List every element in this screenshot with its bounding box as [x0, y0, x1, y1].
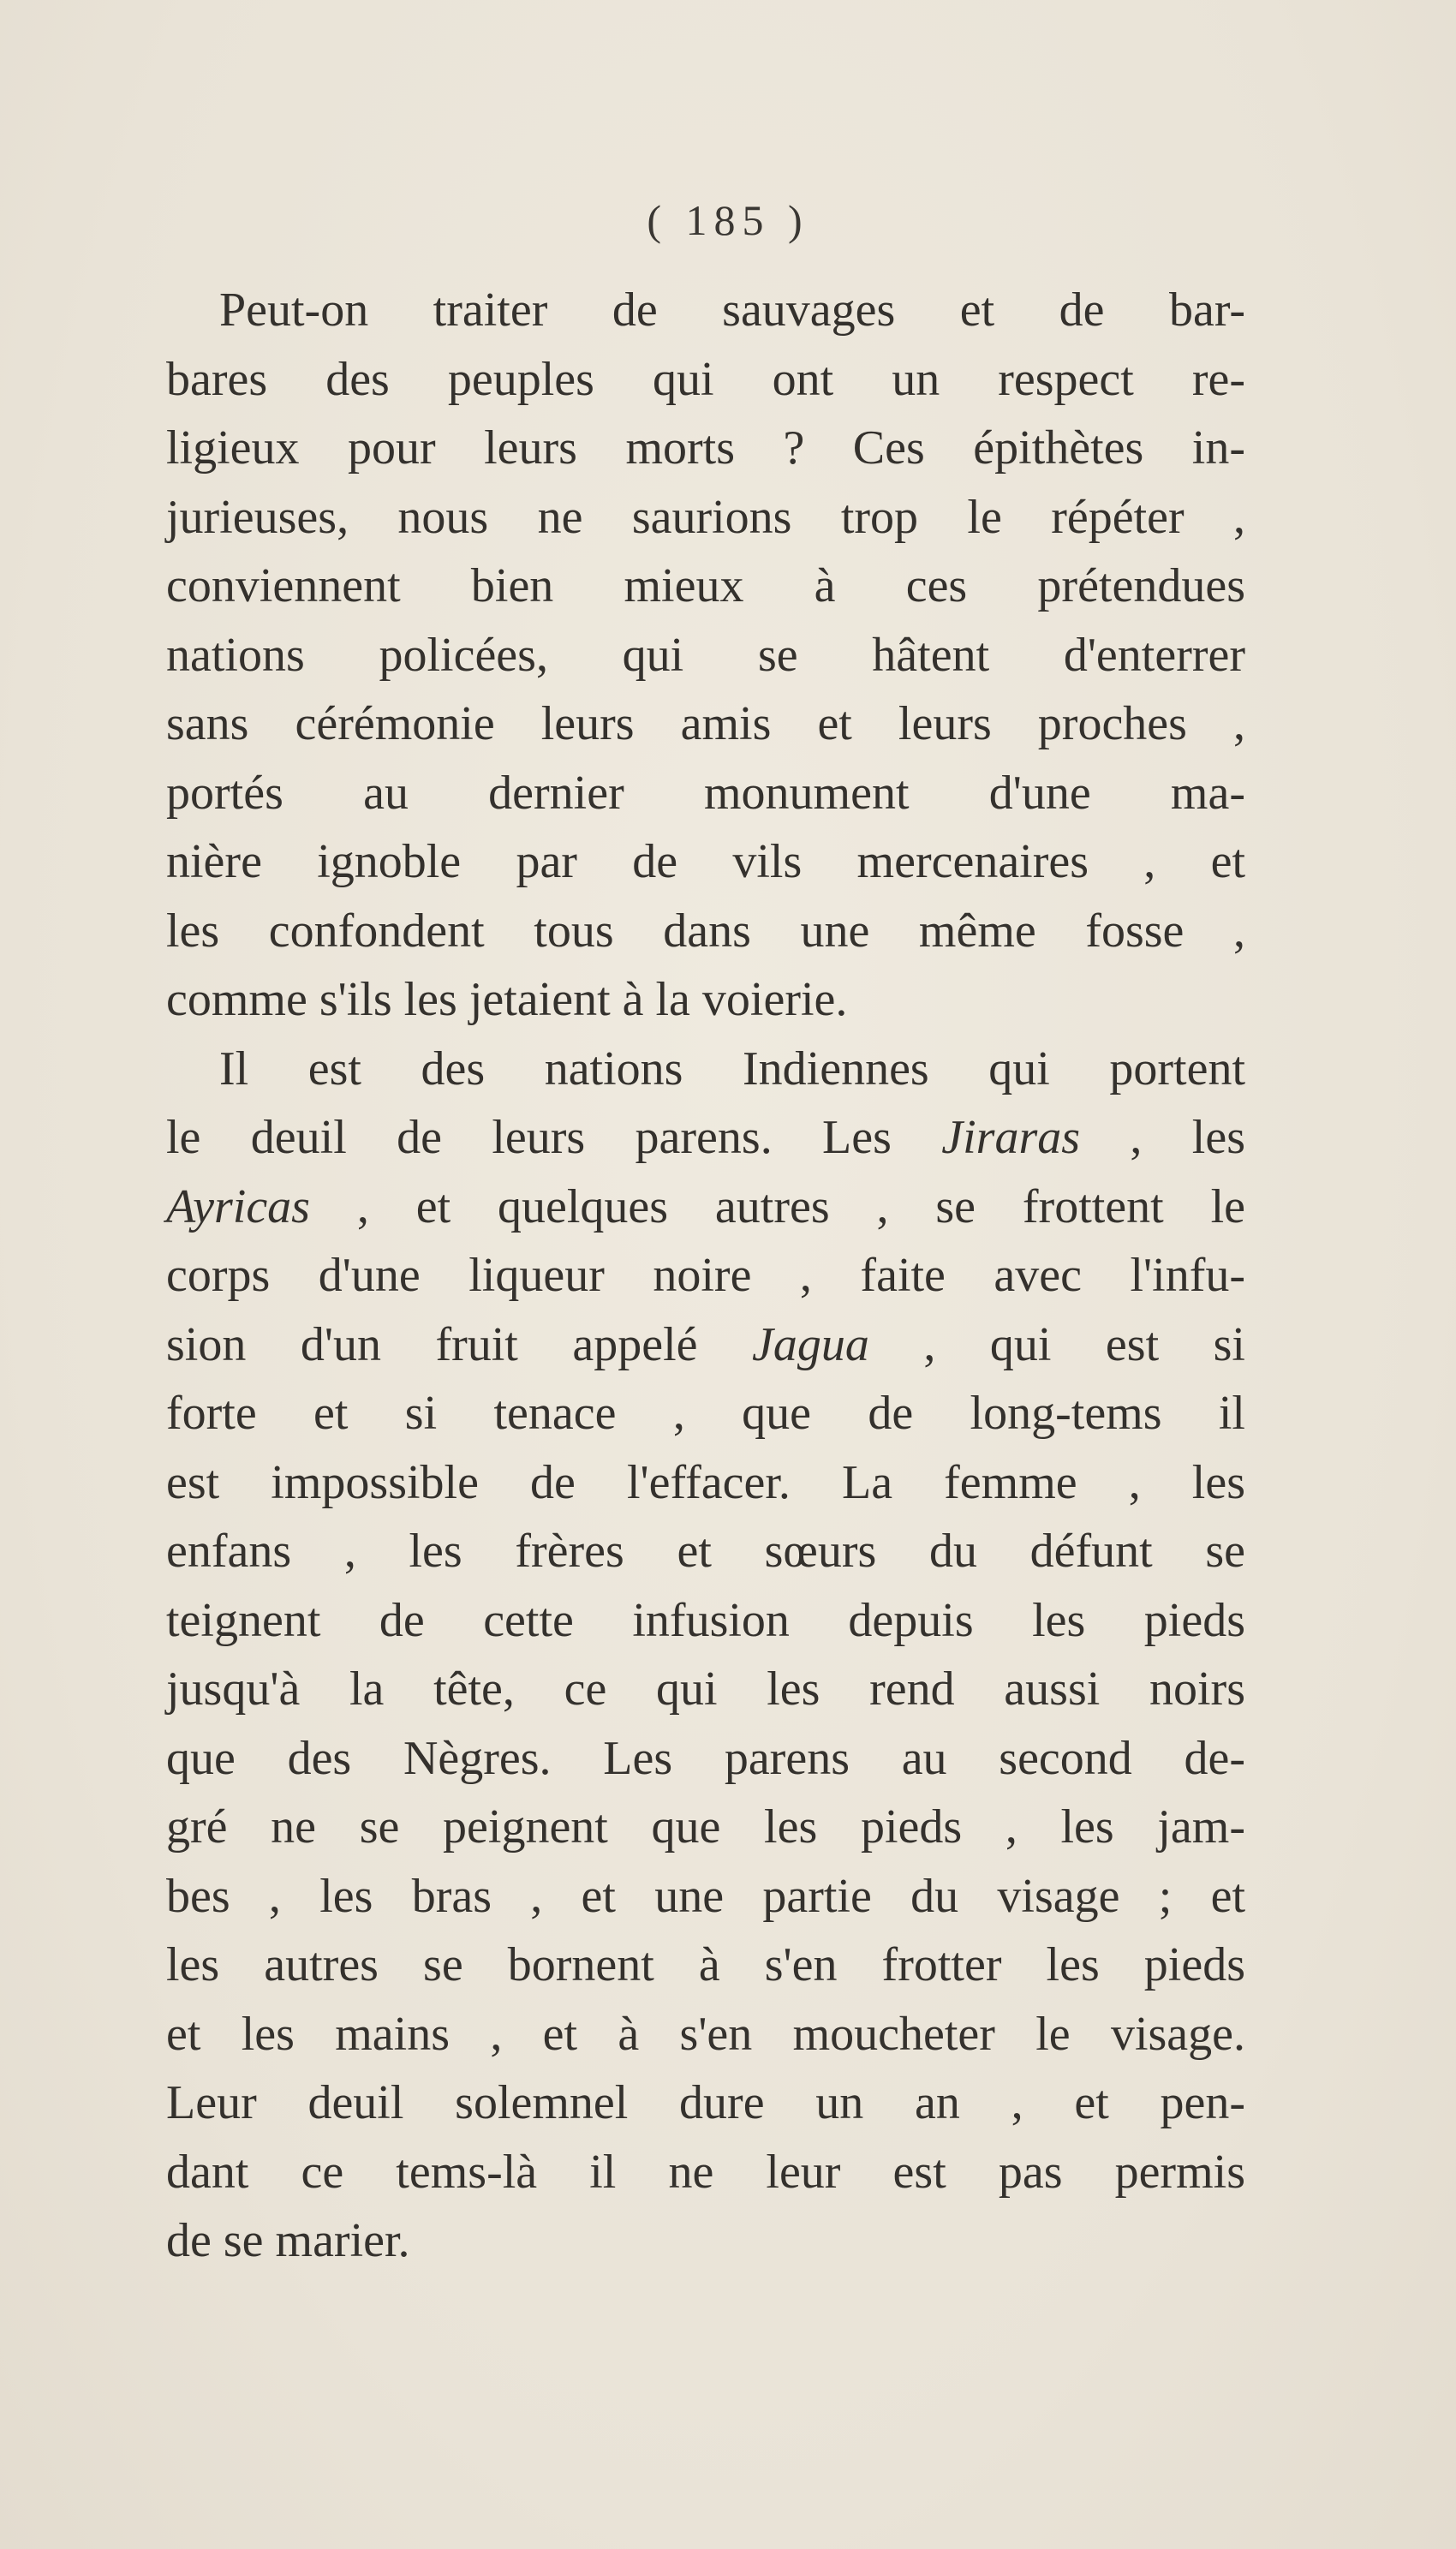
text-line: [166, 1173, 1245, 1242]
text-line: enfans , les frères et sœurs du défunt se: [166, 1525, 1245, 1578]
italic-name-jiraras: Jiraras: [941, 1111, 1081, 1164]
text-line: Leur deuil solemnel dure un an , et pen-: [166, 2076, 1245, 2129]
text-line: [166, 1103, 1245, 1173]
italic-name-jagua: Jagua: [752, 1317, 869, 1371]
text-line: jusqu'à la tête, ce qui les rend aussi noirs: [166, 1663, 1245, 1716]
text-line: nière ignoble par de vils mercenaires , et: [166, 835, 1245, 888]
text-line: comme s'ils les jetaient à la voierie.: [166, 973, 848, 1026]
text-line: Peut-on traiter de sauvages et de bar-: [219, 284, 1245, 337]
text-line: portés au dernier monument d'une ma-: [166, 766, 1245, 820]
text-line: les autres se bornent à s'en frotter les pieds: [166, 1938, 1245, 1991]
text-line: corps d'une liqueur noire , faite avec l'infu-: [166, 1249, 1245, 1302]
text-line: gré ne se peignent que les pieds , les jam-: [166, 1800, 1245, 1854]
text-line: forte et si tenace , que de long-tems il: [166, 1387, 1245, 1440]
text-run: , les: [1080, 1111, 1245, 1164]
text-line: sans cérémonie leurs amis et leurs proches ,: [166, 697, 1245, 750]
text-line: est impossible de l'effacer. La femme , les: [166, 1455, 1245, 1509]
text-line: nations policées, qui se hâtent d'enterrer: [166, 628, 1245, 682]
italic-name-ayricas: Ayricas: [166, 1179, 310, 1233]
text-line: teignent de cette infusion depuis les pieds: [166, 1593, 1245, 1647]
text-run: , qui est si: [868, 1317, 1245, 1371]
text-line: bes , les bras , et une partie du visage ; et: [166, 1869, 1245, 1923]
text-line: les confondent tous dans une même fosse ,: [166, 904, 1245, 958]
text-line: ligieux pour leurs morts ? Ces épithètes in-: [166, 421, 1245, 475]
text-line: conviennent bien mieux à ces prétendues: [166, 559, 1245, 612]
text-line: Il est des nations Indiennes qui portent: [219, 1042, 1245, 1095]
text-line: que des Nègres. Les parens au second de-: [166, 1731, 1245, 1785]
text-run: sion d'un fruit appelé: [166, 1317, 752, 1371]
text-line: bares des peuples qui ont un respect re-: [166, 352, 1245, 406]
text-line: [166, 1310, 1245, 1380]
text-run: le deuil de leurs parens. Les: [166, 1111, 942, 1164]
body-text: [166, 276, 1245, 2276]
text-line: jurieuses, nous ne saurions trop le répéter ,: [166, 490, 1245, 544]
page-number: ( 185 ): [647, 196, 809, 244]
text-run: , et quelques autres , se frottent le: [309, 1179, 1245, 1233]
text-line: dant ce tems-là il ne leur est pas permis: [166, 2145, 1245, 2199]
text-line: de se marier.: [166, 2214, 410, 2267]
text-line: et les mains , et à s'en moucheter le visage.: [166, 2007, 1245, 2061]
